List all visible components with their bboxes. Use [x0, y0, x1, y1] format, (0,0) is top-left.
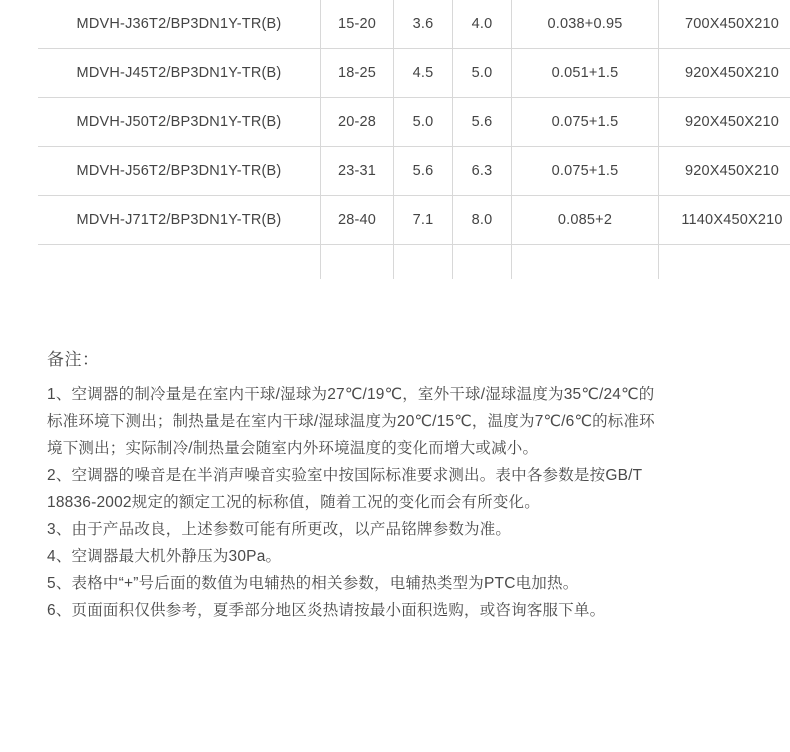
- note-item-2: [47, 462, 752, 516]
- note-item-1: [47, 381, 752, 462]
- cell-cooling: 4.5: [394, 49, 453, 98]
- cell-size: 920X450X210: [659, 98, 790, 147]
- table-row: [38, 98, 790, 147]
- note-line: 4、空调器最大机外静压为30Pa。: [47, 548, 282, 565]
- note-line: 6、页面面积仅供参考，夏季部分地区炎热请按最小面积选购，或咨询客服下单。: [47, 602, 606, 619]
- cell-power: 0.038+0.95: [512, 0, 659, 49]
- cell-model: MDVH-J56T2/BP3DN1Y-TR(B): [38, 147, 321, 196]
- cell-model: MDVH-J71T2/BP3DN1Y-TR(B): [38, 196, 321, 245]
- note-line: 标准环境下测出；制热量是在室内干球/湿球温度为20℃/15℃，温度为7℃/6℃的标准环: [47, 413, 655, 430]
- notes-title: 备注：: [47, 350, 100, 369]
- cell-empty: [659, 245, 790, 280]
- cell-model: MDVH-J45T2/BP3DN1Y-TR(B): [38, 49, 321, 98]
- spec-table: [38, 0, 790, 279]
- note-line: 18836-2002规定的额定工况的标称值，随着工况的变化而会有所变化。: [47, 494, 540, 511]
- cell-heating: 4.0: [453, 0, 512, 49]
- note-line: 2、空调器的噪音是在半消声噪音实验室中按国际标准要求测出。表中各参数是按GB/T: [47, 467, 643, 484]
- cell-cooling: 7.1: [394, 196, 453, 245]
- note-line: 1、空调器的制冷量是在室内干球/湿球为27℃/19℃，室外干球/湿球温度为35℃/24℃的: [47, 386, 655, 403]
- note-line: 3、由于产品改良，上述参数可能有所更改，以产品铭牌参数为准。: [47, 521, 512, 538]
- cell-empty: [38, 245, 321, 280]
- cell-area: 15-20: [321, 0, 394, 49]
- cell-model: MDVH-J50T2/BP3DN1Y-TR(B): [38, 98, 321, 147]
- table-row: [38, 0, 790, 49]
- cell-power: 0.075+1.5: [512, 147, 659, 196]
- cell-cooling: 5.6: [394, 147, 453, 196]
- cell-area: 20-28: [321, 98, 394, 147]
- note-item-5: [47, 570, 752, 597]
- cell-power: 0.085+2: [512, 196, 659, 245]
- note-item-4: [47, 543, 752, 570]
- note-line: 境下测出；实际制冷/制热量会随室内外环境温度的变化而增大或减小。: [47, 440, 539, 457]
- cell-cooling: 5.0: [394, 98, 453, 147]
- cell-empty: [453, 245, 512, 280]
- note-item-6: [47, 597, 752, 624]
- table-row: [38, 49, 790, 98]
- cell-size: 920X450X210: [659, 49, 790, 98]
- cell-heating: 8.0: [453, 196, 512, 245]
- cell-power: 0.051+1.5: [512, 49, 659, 98]
- cell-empty: [321, 245, 394, 280]
- cell-power: 0.075+1.5: [512, 98, 659, 147]
- cell-heating: 6.3: [453, 147, 512, 196]
- cell-size: 1140X450X210: [659, 196, 790, 245]
- cell-model: MDVH-J36T2/BP3DN1Y-TR(B): [38, 0, 321, 49]
- table-row: [38, 147, 790, 196]
- note-line: 5、表格中“+”号后面的数值为电辅热的相关参数，电辅热类型为PTC电加热。: [47, 575, 579, 592]
- table-row-spacer: [38, 245, 790, 280]
- cell-heating: 5.6: [453, 98, 512, 147]
- cell-size: 920X450X210: [659, 147, 790, 196]
- cell-size: 700X450X210: [659, 0, 790, 49]
- note-item-3: [47, 516, 752, 543]
- cell-empty: [512, 245, 659, 280]
- table-row: [38, 196, 790, 245]
- cell-heating: 5.0: [453, 49, 512, 98]
- cell-area: 23-31: [321, 147, 394, 196]
- cell-cooling: 3.6: [394, 0, 453, 49]
- notes-section: [47, 345, 752, 624]
- spec-table-container: [38, 0, 783, 279]
- cell-empty: [394, 245, 453, 280]
- cell-area: 18-25: [321, 49, 394, 98]
- cell-area: 28-40: [321, 196, 394, 245]
